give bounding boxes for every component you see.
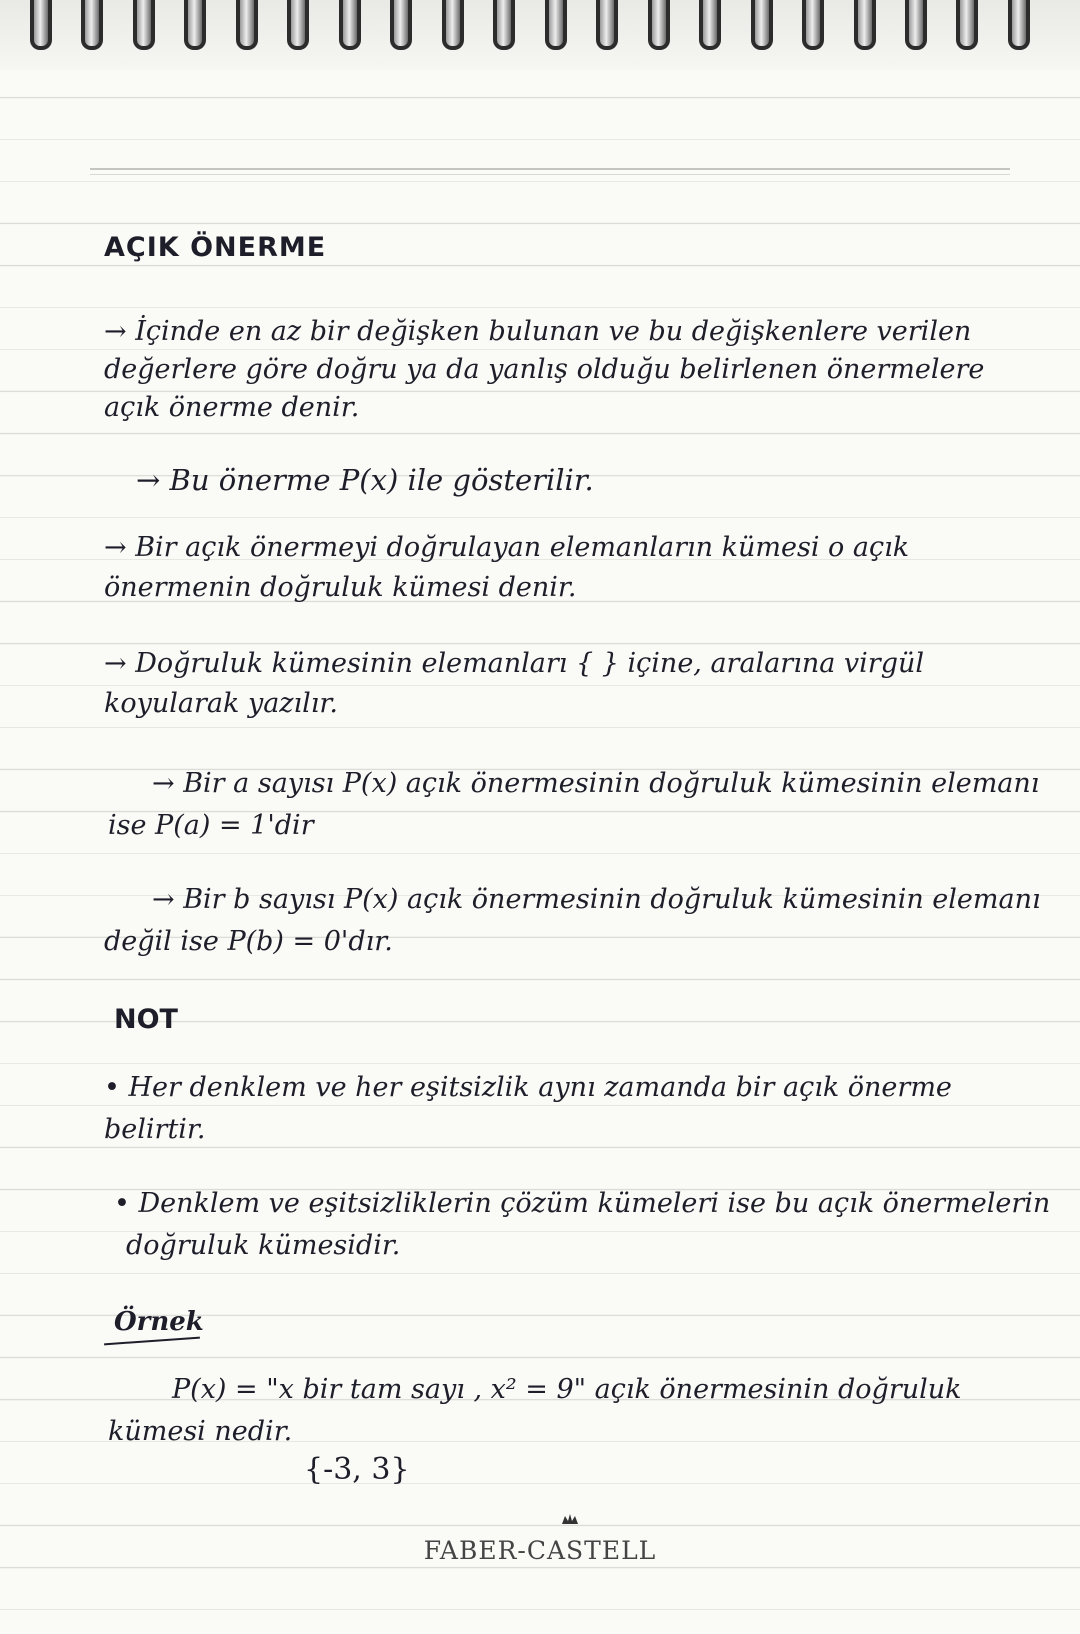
point-braces: → Doğruluk kümesinin elemanları { } içine, aralarına virgül [104,648,925,679]
spiral-ring-icon [905,0,927,50]
note-bullet: • Denklem ve eşitsizliklerin çözüm kümeleri ise bu açık önermelerin [114,1188,1051,1219]
spiral-binding [30,0,1030,56]
spiral-ring-icon [699,0,721,50]
note-bullet: belirtir. [104,1114,206,1145]
faber-castell-knights-logo-icon [560,1512,580,1526]
spiral-ring-icon [339,0,361,50]
example-question: P(x) = "x bir tam sayı , x² = 9" açık önermesinin doğruluk [172,1374,962,1405]
spiral-ring-icon [1008,0,1030,50]
definition-line: açık önerme denir. [104,392,360,423]
spiral-binding-strip [0,0,1080,70]
spiral-ring-icon [956,0,978,50]
definition-line: → İçinde en az bir değişken bulunan ve bu değişkenlere verilen [104,316,972,347]
brand-logo: FABER-CASTELL [423,1536,657,1565]
point-truth-set: önermenin doğruluk kümesi denir. [104,572,577,603]
spiral-ring-icon [802,0,824,50]
point-notation: → Bu önerme P(x) ile gösterilir. [136,463,594,497]
header-rule [90,168,1010,170]
point-element-false: değil ise P(b) = 0'dır. [104,926,393,957]
spiral-ring-icon [287,0,309,50]
definition-line: değerlere göre doğru ya da yanlış olduğu belirlenen önermelere [104,354,985,385]
spiral-ring-icon [133,0,155,50]
spiral-ring-icon [493,0,515,50]
spiral-ring-icon [751,0,773,50]
point-braces: koyularak yazılır. [104,688,338,719]
header-rule-secondary [90,174,1010,175]
note-label: NOT [114,1004,178,1035]
note-bullet: doğruluk kümesidir. [126,1230,401,1261]
spiral-ring-icon [648,0,670,50]
page-title: AÇIK ÖNERME [104,232,327,263]
note-bullet: • Her denklem ve her eşitsizlik aynı zamanda bir açık önerme [104,1072,952,1103]
point-element-true: → Bir a sayısı P(x) açık önermesinin doğruluk kümesinin elemanı [152,768,1040,799]
point-element-false: → Bir b sayısı P(x) açık önermesinin doğruluk kümesinin elemanı [152,884,1041,915]
example-label: Örnek [114,1307,204,1337]
spiral-ring-icon [236,0,258,50]
spiral-ring-icon [81,0,103,50]
spiral-ring-icon [30,0,52,50]
spiral-ring-icon [184,0,206,50]
spiral-ring-icon [390,0,412,50]
point-truth-set: → Bir açık önermeyi doğrulayan elemanların kümesi o açık [104,532,910,563]
spiral-ring-icon [545,0,567,50]
example-answer: {-3, 3} [304,1452,410,1487]
point-element-true: ise P(a) = 1'dir [108,810,314,841]
spiral-ring-icon [854,0,876,50]
spiral-ring-icon [596,0,618,50]
example-question: kümesi nedir. [108,1416,293,1447]
spiral-ring-icon [442,0,464,50]
